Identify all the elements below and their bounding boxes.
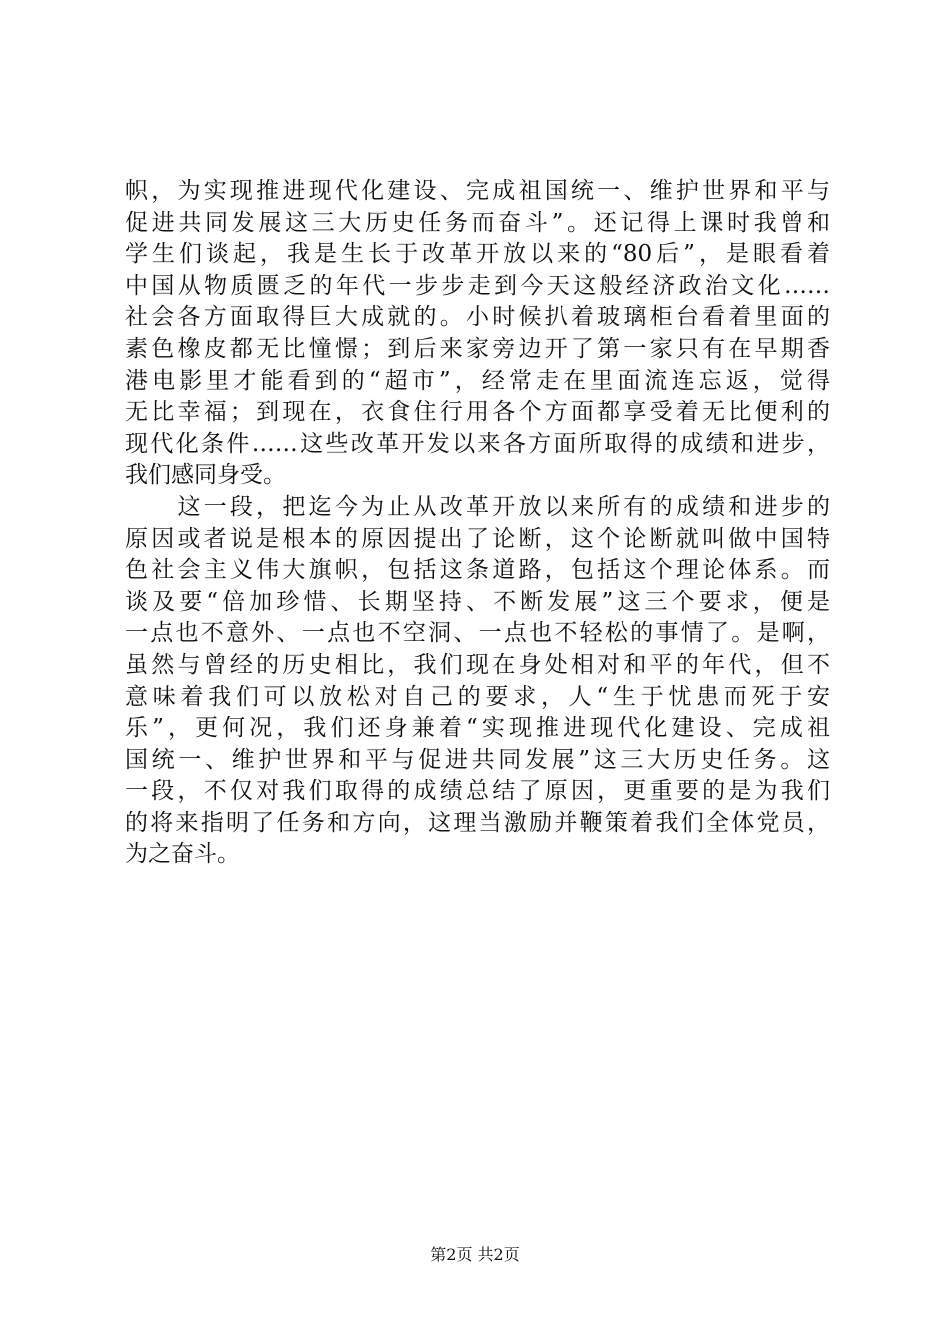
text-line: 原因或者说是根本的原因提出了论断，这个论断就叫做中国特 <box>125 525 830 552</box>
text-line: 我们感同身受。 <box>125 462 286 489</box>
text-line: 虽然与曾经的历史相比，我们现在身处相对和平的年代，但不 <box>125 651 830 678</box>
text-line: 促进共同发展这三大历史任务而奋斗”。还记得上课时我曾和 <box>125 209 830 236</box>
text-line: 谈及要“倍加珍惜、长期坚持、不断发展”这三个要求，便是 <box>125 588 830 615</box>
text-line: 色社会主义伟大旗帜，包括这条道路，包括这个理论体系。而 <box>125 557 830 584</box>
text-line: 学生们谈起，我是生长于改革开放以来的“80后”，是眼看着 <box>125 241 830 268</box>
text-line: 一段，不仅对我们取得的成绩总结了原因，更重要的是为我们 <box>125 778 830 805</box>
text-line: 社会各方面取得巨大成就的。小时候扒着玻璃柜台看着里面的 <box>125 304 830 331</box>
document-body <box>125 176 830 871</box>
text-line: 现代化条件……这些改革开发以来各方面所取得的成绩和进步， <box>125 430 830 457</box>
text-line: 港电影里才能看到的“超市”，经常走在里面流连忘返，觉得 <box>125 367 830 394</box>
text-line: 为之奋斗。 <box>125 841 240 868</box>
paragraph-2 <box>125 492 830 871</box>
text-line: 国统一、维护世界和平与促进共同发展”这三大历史任务。这 <box>125 746 830 773</box>
text-line: 无比幸福；到现在，衣食住行用各个方面都享受着无比便利的 <box>125 399 830 426</box>
text-line: 乐”，更何况，我们还身兼着“实现推进现代化建设、完成祖 <box>125 715 830 742</box>
text-line: 意味着我们可以放松对自己的要求，人“生于忧患而死于安 <box>125 683 830 710</box>
text-line: 素色橡皮都无比憧憬；到后来家旁边开了第一家只有在早期香 <box>125 335 830 362</box>
text-line: 的将来指明了任务和方向，这理当激励并鞭策着我们全体党员， <box>125 809 830 836</box>
page-number: 第2页 共2页 <box>430 1245 520 1264</box>
text-line: 这一段，把迄今为止从改革开放以来所有的成绩和进步的 <box>125 493 830 520</box>
text-line: 帜，为实现推进现代化建设、完成祖国统一、维护世界和平与 <box>125 178 830 204</box>
text-line: 一点也不意外、一点也不空洞、一点也不轻松的事情了。是啊， <box>125 620 830 647</box>
paragraph-1 <box>125 176 830 492</box>
text-line: 中国从物质匮乏的年代一步步走到今天这般经济政治文化…… <box>125 272 830 299</box>
page-footer <box>0 1242 950 1265</box>
